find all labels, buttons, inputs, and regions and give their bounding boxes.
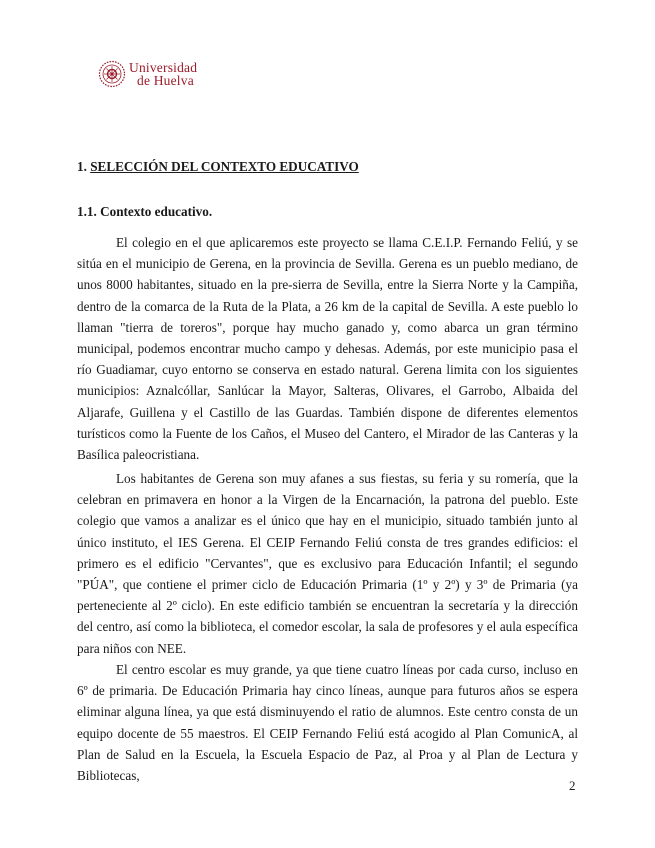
section-title: SELECCIÓN DEL CONTEXTO EDUCATIVO bbox=[90, 159, 359, 174]
paragraph-3: El centro escolar es muy grande, ya que tiene cuatro líneas por cada curso, incluso en 6º de primaria. De Educación Primaria hay cinco líneas, aunque para futuros años se espera eliminar alguna línea, ya que está disminuyendo el ratio de alumnos. Este centro consta de un equipo docente de 55 maestros. El CEIP Fernando Feliú está acogido al Plan ComunicA, al Plan de Salud en la Escuela, la Escuela Espacio de Paz, al Proa y al Plan de Lectura y Bibliotecas, bbox=[77, 662, 578, 784]
section-number: 1. bbox=[77, 159, 87, 174]
university-seal-icon bbox=[98, 60, 126, 88]
paragraph-1: El colegio en el que aplicaremos este proyecto se llama C.E.I.P. Fernando Feliú, y se sitúa en el municipio de Gerena, en la provincia de Sevilla. Gerena es un pueblo mediano, de unos 8000 habitantes, situado en la pre-sierra de Sevilla, entre la Sierra Norte y la Campiña, dentro de la comarca de la Ruta de la Plata, a 26 km de la capital de Sevilla. A este pueblo lo llaman "tierra de toreros", porque hay mucho ganado y, como abarca un gran término municipal, podemos encontrar mucho campo y dehesas. Además, por este municipio pasa el río Guadiamar, cuyo entorno se conserva en estado natural. Gerena limita con los siguientes municipios: Aznalcóllar, Sanlúcar la Mayor, Salteras, Olivares, el Garrobo, Albaida del Aljarafe, Guillena y el Castillo de las Guardas. También dispone de diferentes elementos turísticos como la Fuente de los Caños, el Museo del Cantero, el Mirador de las Canteras y la Basílica paleocristiana. bbox=[77, 235, 578, 463]
page-number: 2 bbox=[569, 778, 576, 793]
university-name bbox=[129, 61, 197, 87]
logo-line-2: de Huelva bbox=[137, 73, 194, 88]
subsection-heading: 1.1. Contexto educativo. bbox=[77, 204, 213, 219]
logo-line-1: Universidad bbox=[129, 60, 198, 75]
university-logo bbox=[98, 60, 197, 88]
paragraph-2: Los habitantes de Gerena son muy afanes a sus fiestas, su feria y su romería, que la celebran en primavera en honor a la Virgen de la Encarnación, la patrona del pueblo. Este colegio que vamos a analizar es el único que hay en el municipio, situado también junto al único instituto, el IES Gerena. El CEIP Fernando Feliú consta de tres grandes edificios: el primero es el edificio "Cervantes", que es exclusivo para Educación Infantil; el segundo "PÚA", que contiene el primer ciclo de Educación Primaria (1º y 2º) y 3º de Primaria (ya perteneciente al 2º ciclo). En este edificio también se encuentran la secretaría y la dirección del centro, así como la biblioteca, el comedor escolar, la sala de profesores y el aula específica para niños con NEE. bbox=[77, 471, 578, 656]
section-heading bbox=[77, 159, 359, 175]
